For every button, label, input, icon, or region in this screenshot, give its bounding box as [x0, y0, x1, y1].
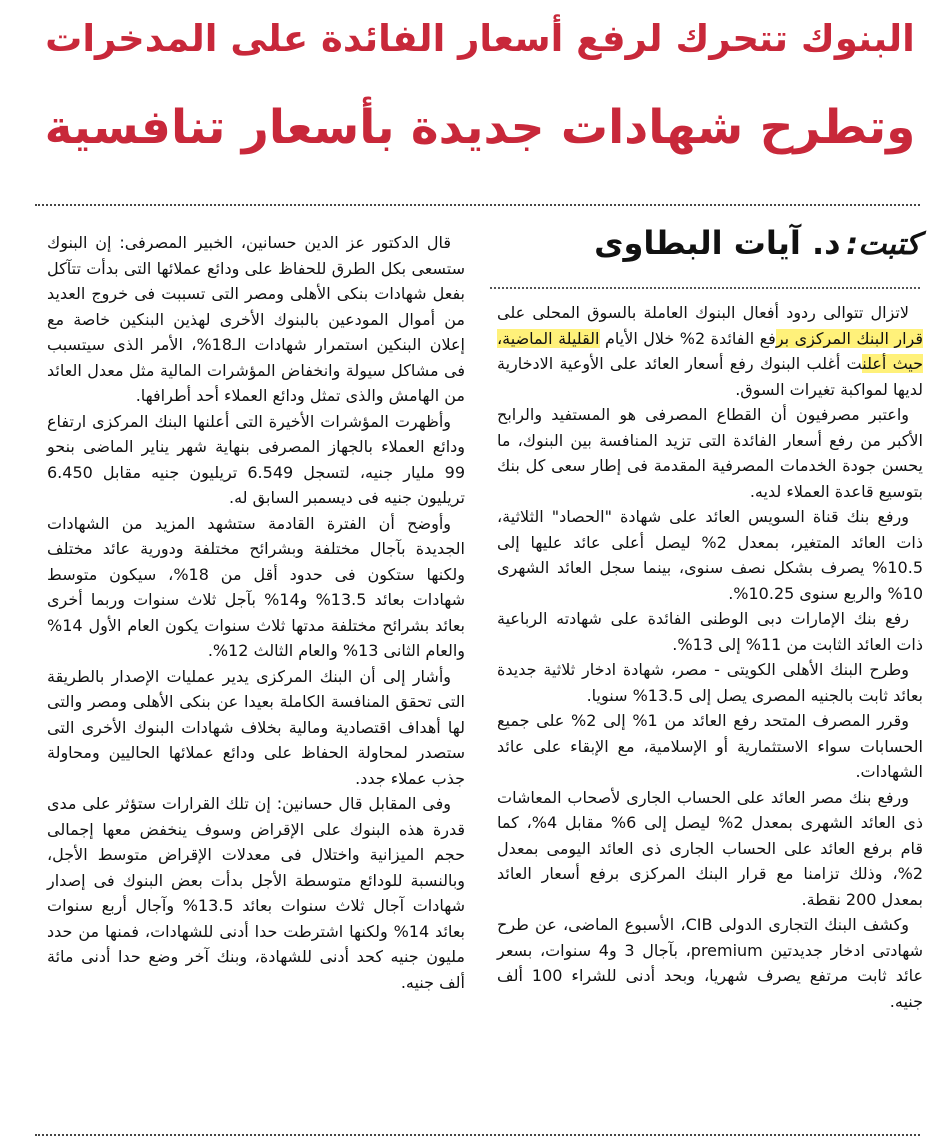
paragraph-text: ت أغلب البنوك رفع أسعار العائد على الأوعية الادخارية لديها لمواكبة تغيرات السوق.: [497, 354, 923, 399]
article-paragraph: قال الدكتور عز الدين حسانين، الخبير المصرفى: إن البنوك ستسعى بكل الطرق للحفاظ على ودائع عملائها التى بدأت تتآكل بفعل شهادات بنكى الأهلى ومصر التى تسببت فى خروج العديد من أموال المودعين بالبنوك الأخرى لهذين البنكين خاصة مع إعلان البنكين استمرار شهادات الـ18%، الأمر الذى سيتسبب فى مشاكل سيولة وانخفاض المؤشرات المالية مثل معدل العائد من الهامش والذى تمثل ودائع العملاء أحد أطرافها.: [47, 233, 465, 405]
byline-author: د. آيات البطاوى: [594, 224, 841, 262]
article-paragraph: واعتبر مصرفيون أن القطاع المصرفى هو المستفيد والرابح الأكبر من رفع أسعار الفائدة التى تزيد المنافسة بين البنوك، ما يحسن جودة الخدمات المصرفية المقدمة فى إطار سعى كل بنك بتوسيع قاعدة العملاء لديه.: [497, 405, 923, 501]
article-paragraph: [497, 300, 923, 402]
article-paragraph: وفى المقابل قال حسانين: إن تلك القرارات ستؤثر على مدى قدرة هذه البنوك على الإقراض وسوف ينخفض معها إجمالى حجم الميزانية واختلال فى معدلات الإقراض متوسط الأجل، وبالنسبة للودائع متوسطة الأجل بدأت بعض البنوك فى إصدار شهادات آجال ثلاث سنوات بعائد 13.5% وآجال أربع سنوات بعائد 14% ولكنها اشترطت حدا أدنى للشهادات، فمنها من حدد مليون جنيه كحد أدنى للشهادة، وبنك آخر وضع حدا أدنى مائة ألف جنيه.: [47, 794, 466, 992]
article-paragraph: وطرح البنك الأهلى الكويتى - مصر، شهادة ادخار ثلاثية جديدة بعائد ثابت بالجنيه المصرى يصل إلى 13.5% سنويا.: [497, 660, 923, 705]
paragraph-text: فع الفائدة 2% خلال الأيام: [599, 328, 776, 348]
headline-line-1: البنوك تتحرك لرفع أسعار الفائدة على المدخرات: [45, 17, 915, 60]
article-paragraph: وكشف البنك التجارى الدولى CIB، الأسبوع الماضى، عن طرح شهادتى ادخار جديدتين premium، بآجال 3 و4 سنوات، بسعر عائد ثابت مرتفع يصرف شهريا، وبحد أدنى للشراء 100 ألف جنيه.: [497, 915, 924, 1011]
headline-line-2: وتطرح شهادات جديدة بأسعار تنافسية: [44, 100, 916, 155]
top-dotted-divider: [35, 204, 920, 206]
article-column-left: [47, 230, 465, 995]
highlighted-text: قرار البنك المركزى بر: [775, 328, 924, 348]
byline: [490, 224, 920, 262]
bottom-dotted-divider: [35, 1134, 920, 1136]
highlighted-text: القليلة الماضية، حيث أعلن: [497, 328, 924, 373]
article-paragraph: وأظهرت المؤشرات الأخيرة التى أعلنها البنك المركزى ارتفاع ودائع العملاء بالجهاز المصرفى بنهاية شهر يناير الماضى بنحو 99 مليار جنيه، لتسجل 6.549 تريليون جنيه مقابل 6.450 تريليون جنيه فى ديسمبر السابق له.: [47, 411, 465, 507]
article-column-right: [497, 300, 923, 1014]
article-paragraph: وأوضح أن الفترة القادمة ستشهد المزيد من الشهادات الجديدة بآجال مختلفة وبشرائح مختلفة ودورية عائد مختلف ولكنها ستكون فى حدود أقل من 18%، سيكون متوسط شهادات بعائد 13.5% و14% بآجل ثلاث سنوات وربما أخرى بعائد بشرائح مختلفة مدتها ثلاث سنوات يكون العام الأول 14% والعام الثانى 13% والعام الثالث 12%.: [47, 513, 466, 660]
article-paragraph: ورفع بنك مصر العائد على الحساب الجارى لأصحاب المعاشات ذى العائد الشهرى بمعدل 2% ليصل إلى 6% مقابل 4%، كما قام برفع العائد على الحساب الجارى ذى العائد اليومى بمعدل 2%، وذلك تزامنا مع قرار البنك المركزى برفع أسعار العائد بمعدل 200 نقطة.: [497, 787, 924, 909]
paragraph-text: لاتزال تتوالى ردود أفعال البنوك العاملة بالسوق المحلى على: [497, 303, 909, 322]
article-paragraph: وقرر المصرف المتحد رفع العائد من 1% إلى 2% على جميع الحسابات سواء الاستثمارية أو الإسلامية، مع الإبقاء على عائد الشهادات.: [497, 711, 923, 781]
article-paragraph: وأشار إلى أن البنك المركزى يدير عمليات الإصدار بالطريقة التى تحقق المنافسة الكاملة بعيدا عن بنكى الأهلى ومصر والتى لها أهداف اقتصادية ومالية بخلاف شهادات البنوك الأخرى التى ستصدر لمحاولة الحفاظ على ودائع عملائها الحاليين ومحاولة جذب عملاء جدد.: [47, 666, 465, 788]
article-paragraph: رفع بنك الإمارات دبى الوطنى الفائدة على شهادته الرباعية ذات العائد الثابت من 11% إلى 13%.: [497, 609, 923, 654]
byline-dotted-rule: [490, 287, 920, 289]
article-paragraph: ورفع بنك قناة السويس العائد على شهادة "الحصاد" الثلاثية، ذات العائد المتغير، بمعدل 2% ليصل أعلى عائد عليها إلى 10.5% يصرف بشكل نصف سنوى، بينما سجل العائد الشهرى 10% والربع سنوى 10.25%.: [497, 507, 923, 603]
byline-label: كتبت:: [846, 227, 920, 262]
